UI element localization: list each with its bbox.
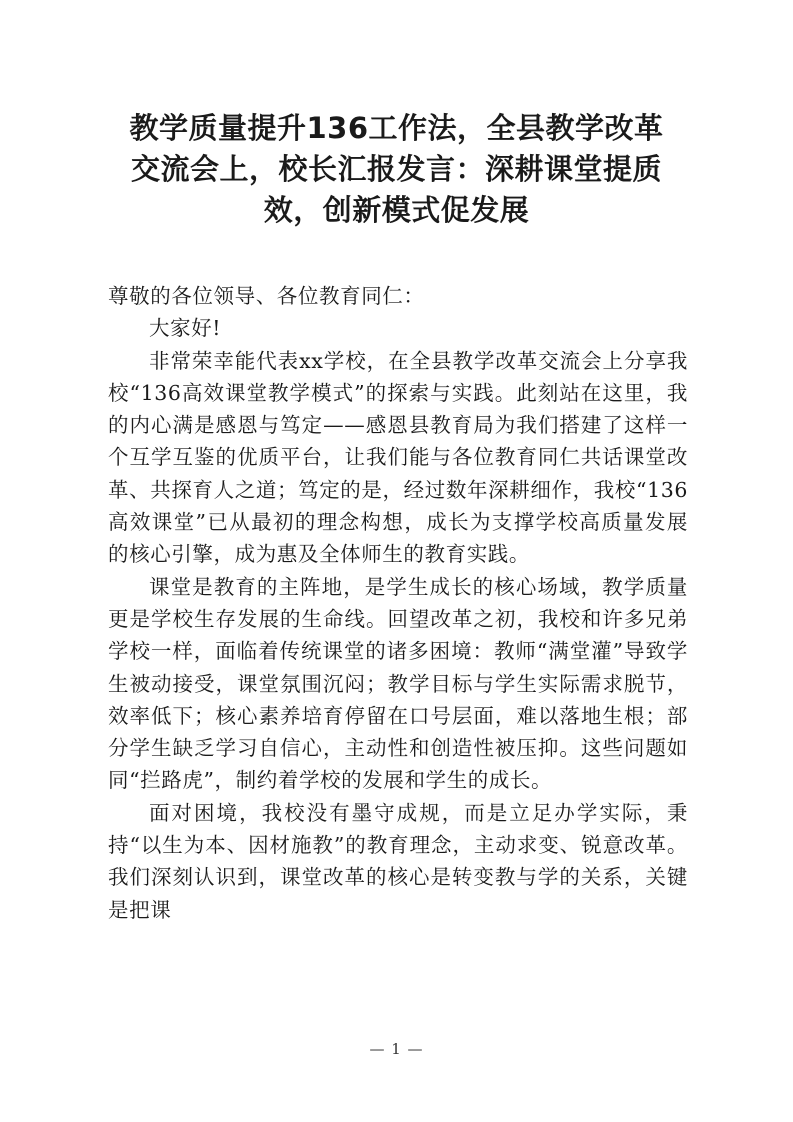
document-title	[96, 108, 697, 231]
greeting: 大家好!	[149, 316, 222, 341]
body-paragraph: 非常荣幸能代表xx学校，在全县教学改革交流会上分享我校“136高效课堂教学模式”的探索与实践。此刻站在这里，我的内心满是感恩与笃定——感恩县教育局为我们搭建了这样一个互学互鉴的优质平台，让我们能与各位教育同仁共话课堂改革、共探育人之道；笃定的是，经过数年深耕细作，我校“136高效课堂”已从最初的理念构想，成长为支撑学校高质量发展的核心引擎，成为惠及全体师生的教育实践。	[108, 348, 688, 567]
title-line: 交流会上，校长汇报发言：深耕课堂提质	[130, 152, 662, 186]
body-paragraph: 课堂是教育的主阵地，是学生成长的核心场域，教学质量更是学校生存发展的生命线。回望改革之初，我校和许多兄弟学校一样，面临着传统课堂的诸多困境：教师“满堂灌”导致学生被动接受，课堂氛围沉闷；教学目标与学生实际需求脱节，效率低下；核心素养培育停留在口号层面，难以落地生根；部分学生缺乏学习自信心，主动性和创造性被压抑。这些问题如同“拦路虎”，制约着学校的发展和学生的成长。	[108, 574, 688, 793]
title-line: 教学质量提升136工作法，全县教学改革	[129, 111, 664, 145]
document-body	[108, 280, 688, 926]
body-paragraph: 面对困境，我校没有墨守成规，而是立足办学实际，秉持“以生为本、因材施教”的教育理念，主动求变、锐意改革。我们深刻认识到，课堂改革的核心是转变教与学的关系，关键是把课	[108, 800, 688, 922]
title-line: 效，创新模式促发展	[263, 193, 530, 227]
salutation: 尊敬的各位领导、各位教育同仁：	[108, 284, 425, 308]
page-number: — 1 —	[369, 1040, 424, 1058]
